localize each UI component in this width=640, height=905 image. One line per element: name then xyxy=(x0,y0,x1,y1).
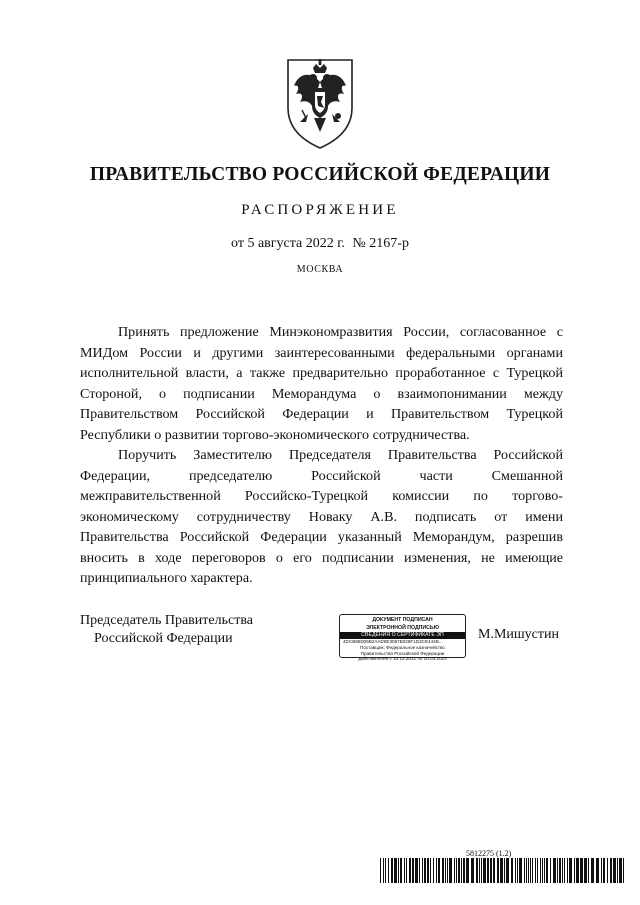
body-paragraph: Поручить Заместителю Председателя Правительства Российской Федерации, председателю Российской части Смешанной межправительственной Российско-Турецкой комиссии по торгово-экономическому сотрудничеству Новаку А.В. подписать от имени Правительства Российской Федерации указанный Меморандум, разрешив вносить в ходе переговоров о его подписании изменения, не имеющие принципиального характера. xyxy=(80,447,563,586)
document-number: № 2167-р xyxy=(352,236,409,251)
electronic-signature-stamp xyxy=(339,614,466,662)
stamp-owner: Правительство Российской Федерации xyxy=(360,650,445,656)
barcode-caption: 5812275 (1.2) xyxy=(466,849,512,858)
document-body xyxy=(80,322,563,589)
signer-title-line2: Российской Федерации xyxy=(94,631,233,646)
signer-title xyxy=(80,612,253,648)
stamp-heading-line1: ДОКУМЕНТ ПОДПИСАН xyxy=(372,617,433,623)
signer-name: М.Мишустин xyxy=(478,627,559,642)
barcode-image xyxy=(380,858,624,883)
signer-title-line1: Председатель Правительства xyxy=(80,613,253,628)
stamp-validity: Действителен с 10.12.2021 по 10.03.2023 xyxy=(358,656,447,662)
stamp-issuer: Поставщик: Федеральное казначейство xyxy=(360,644,445,650)
document-date-line xyxy=(0,236,640,252)
stamp-certificate: 4DCB95D05B2AAD8E3067B228F1D3CE444B... xyxy=(343,639,443,644)
document-type: РАСПОРЯЖЕНИЕ xyxy=(241,202,399,218)
document-date: от 5 августа 2022 г. xyxy=(231,236,345,251)
government-title: ПРАВИТЕЛЬСТВО РОССИЙСКОЙ ФЕДЕРАЦИИ xyxy=(89,164,551,185)
stamp-heading-line2: ЭЛЕКТРОННОЙ ПОДПИСЬЮ xyxy=(366,625,439,631)
document-city: МОСКВА xyxy=(296,264,344,275)
body-paragraph: Принять предложение Минэкономразвития России, согласованное с МИДом России и другими заинтересованными федеральными органами исполнительной власти, а также предварительно проработанное с Турецкой Стороной, о подписании Меморандума о взаимопонимании между Правительством Российской Федерации и Правительством Турецкой Республики о развитии торгово-экономического сотрудничества. xyxy=(80,324,563,443)
stamp-banner: СВЕДЕНИЯ О СЕРТИФИКАТЕ ЭП xyxy=(340,632,465,639)
coat-of-arms-emblem xyxy=(282,56,358,152)
